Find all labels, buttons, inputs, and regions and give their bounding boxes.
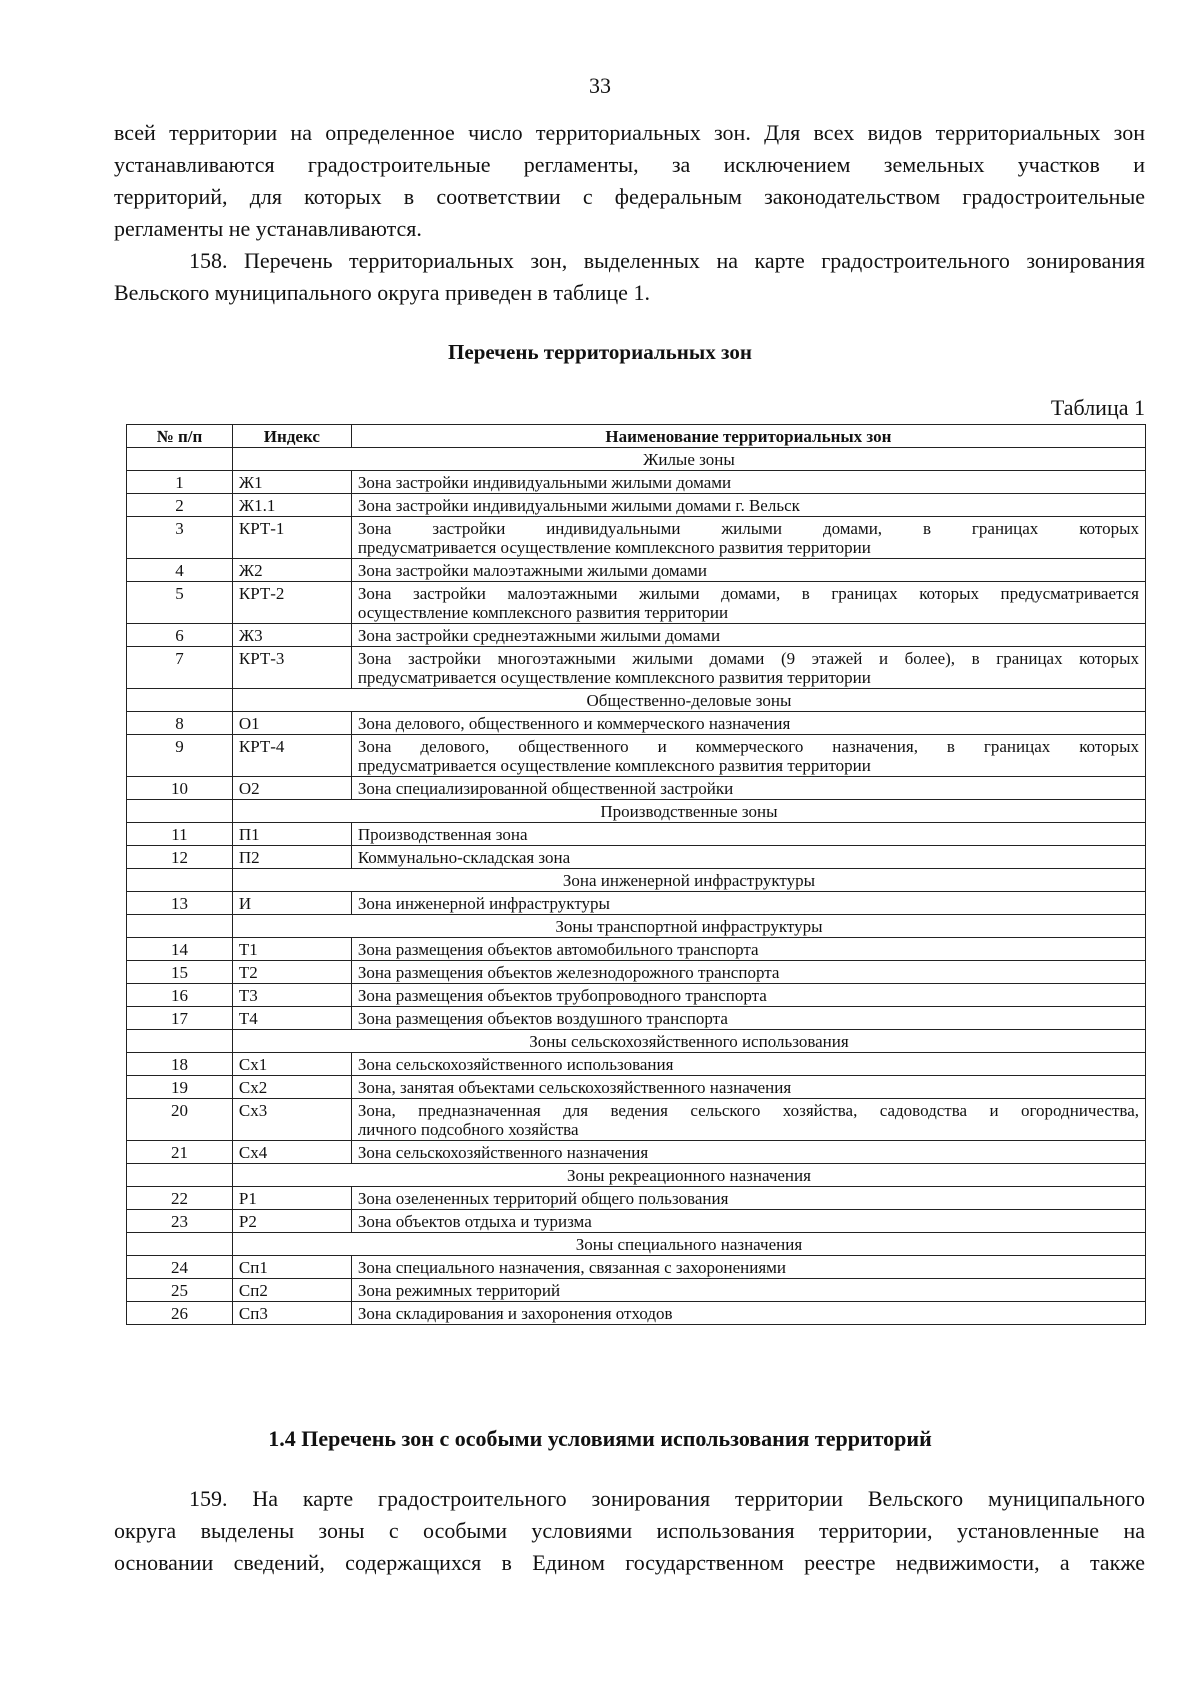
zone-index: О1 xyxy=(232,712,351,735)
table-row xyxy=(127,1210,1146,1233)
zone-name-line: Зона, предназначенная для ведения сельского хозяйства, садоводства и огородничества, xyxy=(357,1101,1139,1120)
zone-name-line: Зона специального назначения, связанная с захоронениями xyxy=(357,1258,787,1277)
table-row xyxy=(127,823,1146,846)
group-empty-cell xyxy=(127,800,233,823)
table-row xyxy=(127,846,1146,869)
row-number: 22 xyxy=(127,1187,233,1210)
zone-index: Т4 xyxy=(232,1007,351,1030)
table-row xyxy=(127,892,1146,915)
row-number: 18 xyxy=(127,1053,233,1076)
zone-name-line: Зона застройки индивидуальными жилыми домами г. Вельск xyxy=(357,496,800,515)
intro-line: устанавливаются градостроительные регламенты, за исключением земельных участков и xyxy=(114,152,1145,177)
zone-name xyxy=(351,938,1145,961)
table-row xyxy=(127,712,1146,735)
paragraph-159 xyxy=(114,1483,1145,1579)
zone-name-line: Зона, занятая объектами сельскохозяйственного назначения xyxy=(357,1078,792,1097)
zone-name xyxy=(351,517,1145,559)
row-number: 23 xyxy=(127,1210,233,1233)
zone-name-line: Производственная зона xyxy=(357,825,528,844)
zone-name-line: предусматривается осуществление комплексного развития территории xyxy=(357,756,871,775)
zone-name xyxy=(351,1302,1145,1325)
group-title: Зоны специального назначения xyxy=(232,1233,1145,1256)
zone-name-line: Зона размещения объектов автомобильного транспорта xyxy=(357,940,759,959)
paragraph-158 xyxy=(114,245,1145,309)
row-number: 4 xyxy=(127,559,233,582)
row-number: 5 xyxy=(127,582,233,624)
zone-name-line: личного подсобного хозяйства xyxy=(357,1120,579,1139)
zone-index: П1 xyxy=(232,823,351,846)
zone-name xyxy=(351,582,1145,624)
zone-index: Т1 xyxy=(232,938,351,961)
paragraph-159-line: округа выделены зоны с особыми условиями использования территории, установленные на xyxy=(114,1518,1145,1543)
zone-name xyxy=(351,1210,1145,1233)
row-number: 8 xyxy=(127,712,233,735)
group-empty-cell xyxy=(127,448,233,471)
row-number: 12 xyxy=(127,846,233,869)
zone-index: Сх4 xyxy=(232,1141,351,1164)
zone-name-line: Зона сельскохозяйственного назначения xyxy=(357,1143,649,1162)
table-row xyxy=(127,582,1146,624)
group-title: Зоны рекреационного назначения xyxy=(232,1164,1145,1187)
group-row xyxy=(127,448,1146,471)
zone-index: Сп2 xyxy=(232,1279,351,1302)
row-number: 2 xyxy=(127,494,233,517)
group-title: Зоны сельскохозяйственного использования xyxy=(232,1030,1145,1053)
zone-name-line: Зона складирования и захоронения отходов xyxy=(357,1304,673,1323)
zone-name xyxy=(351,647,1145,689)
zone-name-line: предусматривается осуществление комплексного развития территории xyxy=(357,668,871,687)
group-empty-cell xyxy=(127,1030,233,1053)
zone-index: И xyxy=(232,892,351,915)
paragraph-158-line: 158. Перечень территориальных зон, выделенных на карте градостроительного зонирования xyxy=(189,248,1145,273)
paragraph-159-line: основании сведений, содержащихся в Едином государственном реестре недвижимости, а также xyxy=(114,1550,1145,1575)
zone-index: КРТ-3 xyxy=(232,647,351,689)
table-row xyxy=(127,777,1146,800)
zone-index: Сп3 xyxy=(232,1302,351,1325)
zone-index: Сх2 xyxy=(232,1076,351,1099)
table-row xyxy=(127,517,1146,559)
group-row xyxy=(127,1030,1146,1053)
row-number: 26 xyxy=(127,1302,233,1325)
zone-name-line: Зона озелененных территорий общего пользования xyxy=(357,1189,729,1208)
zone-index: КРТ-1 xyxy=(232,517,351,559)
table-row xyxy=(127,1279,1146,1302)
table-row xyxy=(127,938,1146,961)
row-number: 24 xyxy=(127,1256,233,1279)
zone-index: Т3 xyxy=(232,984,351,1007)
table-row xyxy=(127,1141,1146,1164)
intro-line: территорий, для которых в соответствии с федеральным законодательством градостроительные xyxy=(114,184,1145,209)
zone-name-line: осуществление комплексного развития территории xyxy=(357,603,729,622)
group-empty-cell xyxy=(127,915,233,938)
zone-name-line: Зона сельскохозяйственного использования xyxy=(357,1055,674,1074)
zone-name xyxy=(351,1187,1145,1210)
group-empty-cell xyxy=(127,1164,233,1187)
zone-index: КРТ-4 xyxy=(232,735,351,777)
zone-index: Т2 xyxy=(232,961,351,984)
table-header-row xyxy=(127,425,1146,448)
table-row xyxy=(127,1099,1146,1141)
intro-paragraph xyxy=(114,117,1145,245)
zone-name xyxy=(351,559,1145,582)
page-number: 33 xyxy=(589,73,611,98)
intro-line: всей территории на определенное число территориальных зон. Для всех видов территориальных зон xyxy=(114,120,1145,145)
zone-name-line: Зона режимных территорий xyxy=(357,1281,561,1300)
intro-line: регламенты не устанавливаются. xyxy=(114,216,422,241)
zone-name xyxy=(351,1053,1145,1076)
territorial-zones-table xyxy=(126,424,1146,1325)
row-number: 17 xyxy=(127,1007,233,1030)
zone-name xyxy=(351,1141,1145,1164)
zone-name-line: Зона делового, общественного и коммерческого назначения xyxy=(357,714,791,733)
group-empty-cell xyxy=(127,869,233,892)
table-caption: Таблица 1 xyxy=(1050,395,1145,420)
zone-name-line: Зона делового, общественного и коммерческого назначения, в границах которых xyxy=(357,737,1139,756)
zone-index: Р2 xyxy=(232,1210,351,1233)
zone-name-line: Зона застройки многоэтажными жилыми домами (9 этажей и более), в границах которых xyxy=(357,649,1139,668)
header-zone-name: Наименование территориальных зон xyxy=(351,425,1145,448)
row-number: 21 xyxy=(127,1141,233,1164)
zone-name xyxy=(351,892,1145,915)
section-heading: 1.4 Перечень зон с особыми условиями использования территорий xyxy=(268,1426,932,1451)
table-body xyxy=(127,448,1146,1325)
zone-name xyxy=(351,735,1145,777)
zone-name-line: Зона размещения объектов трубопроводного транспорта xyxy=(357,986,767,1005)
table-row xyxy=(127,1053,1146,1076)
table-row xyxy=(127,624,1146,647)
zone-name-line: Коммунально-складская зона xyxy=(357,848,571,867)
table-row xyxy=(127,1302,1146,1325)
group-row xyxy=(127,915,1146,938)
paragraph-158-line: Вельского муниципального округа приведен в таблице 1. xyxy=(114,280,650,305)
group-empty-cell xyxy=(127,689,233,712)
group-row xyxy=(127,869,1146,892)
zone-index: Сх1 xyxy=(232,1053,351,1076)
zone-name-line: Зона застройки индивидуальными жилыми домами, в границах которых xyxy=(357,519,1139,538)
paragraph-159-line: 159. На карте градостроительного зонирования территории Вельского муниципального xyxy=(189,1486,1145,1511)
row-number: 7 xyxy=(127,647,233,689)
row-number: 3 xyxy=(127,517,233,559)
row-number: 9 xyxy=(127,735,233,777)
table-title: Перечень территориальных зон xyxy=(448,340,752,364)
group-row xyxy=(127,1164,1146,1187)
row-number: 16 xyxy=(127,984,233,1007)
group-title: Зоны транспортной инфраструктуры xyxy=(232,915,1145,938)
zone-name-line: Зона застройки малоэтажными жилыми домами xyxy=(357,561,707,580)
zone-name-line: Зона инженерной инфраструктуры xyxy=(357,894,610,913)
table-row xyxy=(127,1076,1146,1099)
zone-name xyxy=(351,712,1145,735)
row-number: 15 xyxy=(127,961,233,984)
group-title: Жилые зоны xyxy=(232,448,1145,471)
zone-name xyxy=(351,823,1145,846)
zone-name xyxy=(351,1007,1145,1030)
zone-index: Сп1 xyxy=(232,1256,351,1279)
zone-name-line: Зона объектов отдыха и туризма xyxy=(357,1212,592,1231)
row-number: 20 xyxy=(127,1099,233,1141)
table-row xyxy=(127,559,1146,582)
zone-index: Сх3 xyxy=(232,1099,351,1141)
group-empty-cell xyxy=(127,1233,233,1256)
zone-name xyxy=(351,846,1145,869)
table-row xyxy=(127,471,1146,494)
zone-index: Ж3 xyxy=(232,624,351,647)
group-title: Производственные зоны xyxy=(232,800,1145,823)
zone-index: Ж1 xyxy=(232,471,351,494)
row-number: 6 xyxy=(127,624,233,647)
table-row xyxy=(127,1187,1146,1210)
row-number: 11 xyxy=(127,823,233,846)
zone-index: Ж1.1 xyxy=(232,494,351,517)
zone-name-line: Зона застройки индивидуальными жилыми домами xyxy=(357,473,732,492)
group-title: Зона инженерной инфраструктуры xyxy=(232,869,1145,892)
zone-index: Р1 xyxy=(232,1187,351,1210)
row-number: 25 xyxy=(127,1279,233,1302)
table-row xyxy=(127,647,1146,689)
row-number: 19 xyxy=(127,1076,233,1099)
row-number: 10 xyxy=(127,777,233,800)
zone-index: О2 xyxy=(232,777,351,800)
group-row xyxy=(127,800,1146,823)
zone-name-line: Зона размещения объектов железнодорожного транспорта xyxy=(357,963,780,982)
table-row xyxy=(127,735,1146,777)
zone-name xyxy=(351,624,1145,647)
zone-index: П2 xyxy=(232,846,351,869)
table-row xyxy=(127,494,1146,517)
zone-name xyxy=(351,961,1145,984)
group-row xyxy=(127,1233,1146,1256)
zone-name xyxy=(351,1076,1145,1099)
zone-name xyxy=(351,984,1145,1007)
table-row xyxy=(127,961,1146,984)
zone-name xyxy=(351,494,1145,517)
table-row xyxy=(127,984,1146,1007)
zone-index: КРТ-2 xyxy=(232,582,351,624)
zone-name xyxy=(351,1256,1145,1279)
table-row xyxy=(127,1256,1146,1279)
zone-name-line: Зона специализированной общественной застройки xyxy=(357,779,734,798)
zone-name xyxy=(351,1099,1145,1141)
table-row xyxy=(127,1007,1146,1030)
zone-name-line: Зона застройки малоэтажными жилыми домами, в границах которых предусматривается xyxy=(357,584,1139,603)
zone-index: Ж2 xyxy=(232,559,351,582)
row-number: 14 xyxy=(127,938,233,961)
row-number: 13 xyxy=(127,892,233,915)
header-index: Индекс xyxy=(232,425,351,448)
zone-name xyxy=(351,471,1145,494)
zone-name-line: Зона размещения объектов воздушного транспорта xyxy=(357,1009,728,1028)
row-number: 1 xyxy=(127,471,233,494)
zone-name xyxy=(351,1279,1145,1302)
zone-name-line: Зона застройки среднеэтажными жилыми домами xyxy=(357,626,721,645)
zone-name xyxy=(351,777,1145,800)
header-number: № п/п xyxy=(127,425,233,448)
group-row xyxy=(127,689,1146,712)
group-title: Общественно-деловые зоны xyxy=(232,689,1145,712)
zone-name-line: предусматривается осуществление комплексного развития территории xyxy=(357,538,871,557)
